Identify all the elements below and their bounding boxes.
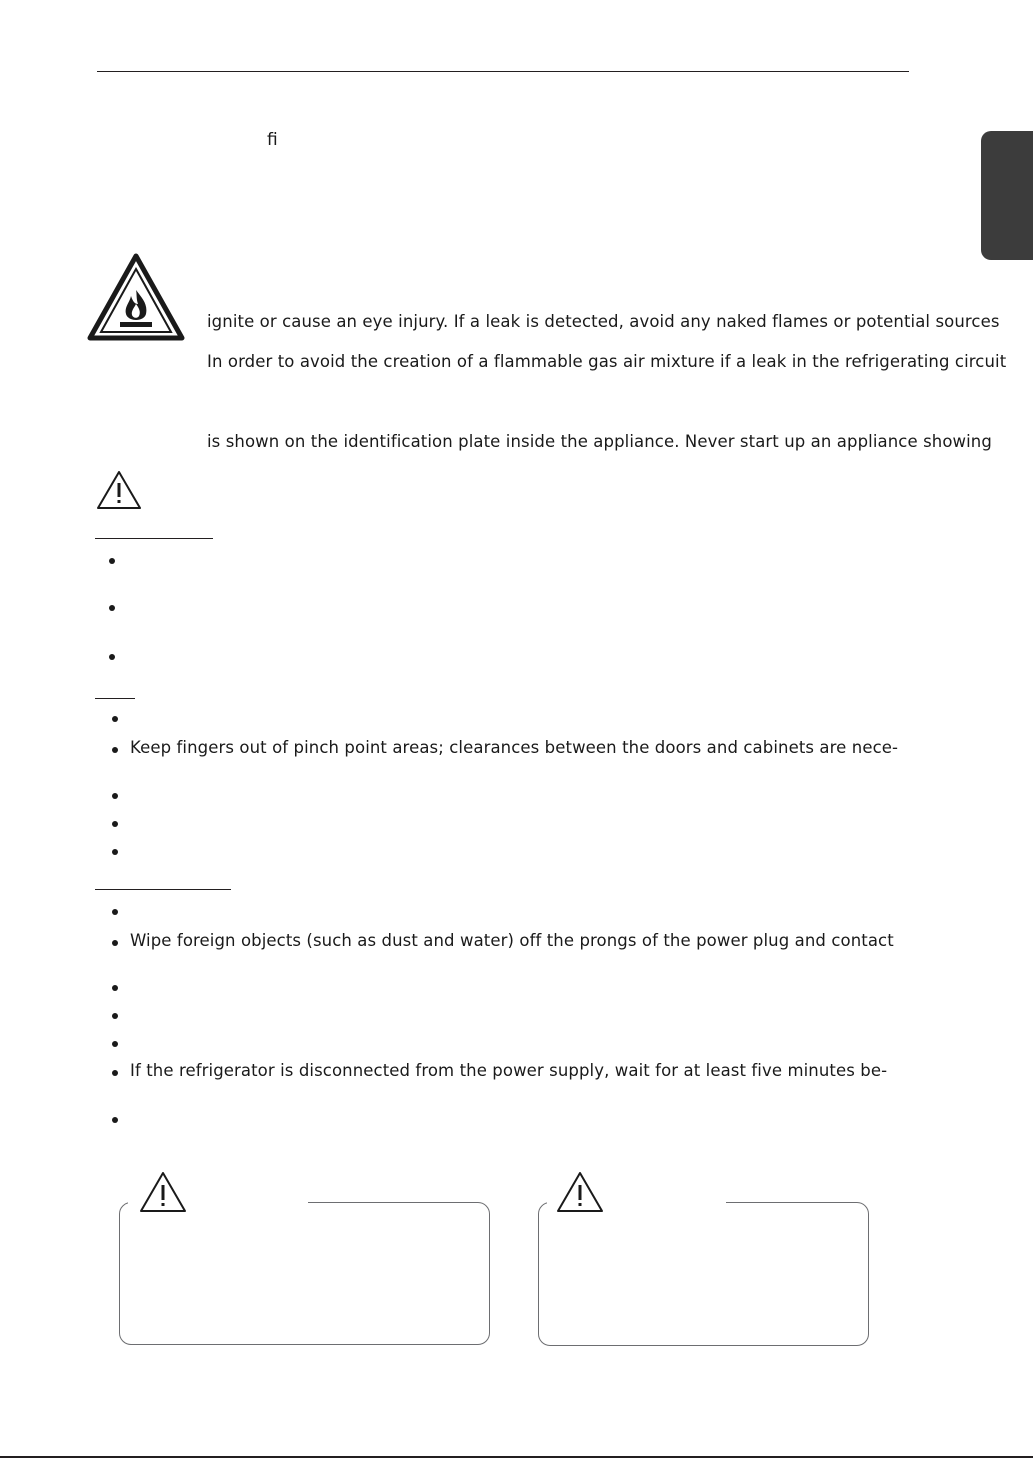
bullet-marker: [112, 1070, 118, 1076]
footer-rule: [0, 1456, 1033, 1458]
notice-box-left: [119, 1202, 490, 1345]
bullet-marker: [112, 747, 118, 753]
flammable-line-2: In order to avoid the creation of a flammable gas air mixture if a leak in the refrigerating circuit: [207, 352, 1007, 371]
bullet-marker: [109, 654, 115, 660]
bullet-marker: [112, 821, 118, 827]
bullet-marker: [112, 1013, 118, 1019]
caution-triangle-icon: [556, 1171, 604, 1213]
bullet-marker: [112, 793, 118, 799]
notice-box-right: [538, 1202, 869, 1346]
bullet-marker: [112, 849, 118, 855]
list-item: Keep fingers out of pinch point areas; clearances between the doors and cabinets are nece-: [130, 738, 899, 757]
section-one-rule: [95, 538, 213, 539]
bullet-marker: [112, 1041, 118, 1047]
bullet-marker: [109, 558, 115, 564]
caution-triangle-icon: [139, 1171, 187, 1213]
flammable-warning-icon: [86, 252, 186, 342]
bullet-marker: [112, 909, 118, 915]
bullet-marker: [112, 985, 118, 991]
list-item: If the refrigerator is disconnected from the power supply, wait for at least five minutes be-: [130, 1061, 888, 1080]
bullet-marker: [109, 605, 115, 611]
side-tab: [981, 131, 1033, 260]
section-two-rule: [95, 698, 135, 699]
flammable-line-1: ignite or cause an eye injury. If a leak is detected, avoid any naked flames or potential sources: [207, 312, 1000, 331]
section-three-rule: [95, 889, 231, 890]
bullet-marker: [112, 940, 118, 946]
list-item: Wipe foreign objects (such as dust and water) off the prongs of the power plug and contact: [130, 931, 894, 950]
bullet-marker: [112, 716, 118, 722]
bullet-marker: [112, 1117, 118, 1123]
header-rule: [97, 71, 909, 72]
caution-triangle-icon: [96, 470, 142, 510]
flammable-line-3: is shown on the identification plate inside the appliance. Never start up an appliance showing: [207, 432, 992, 451]
stray-glyph: ﬁ: [267, 130, 278, 150]
